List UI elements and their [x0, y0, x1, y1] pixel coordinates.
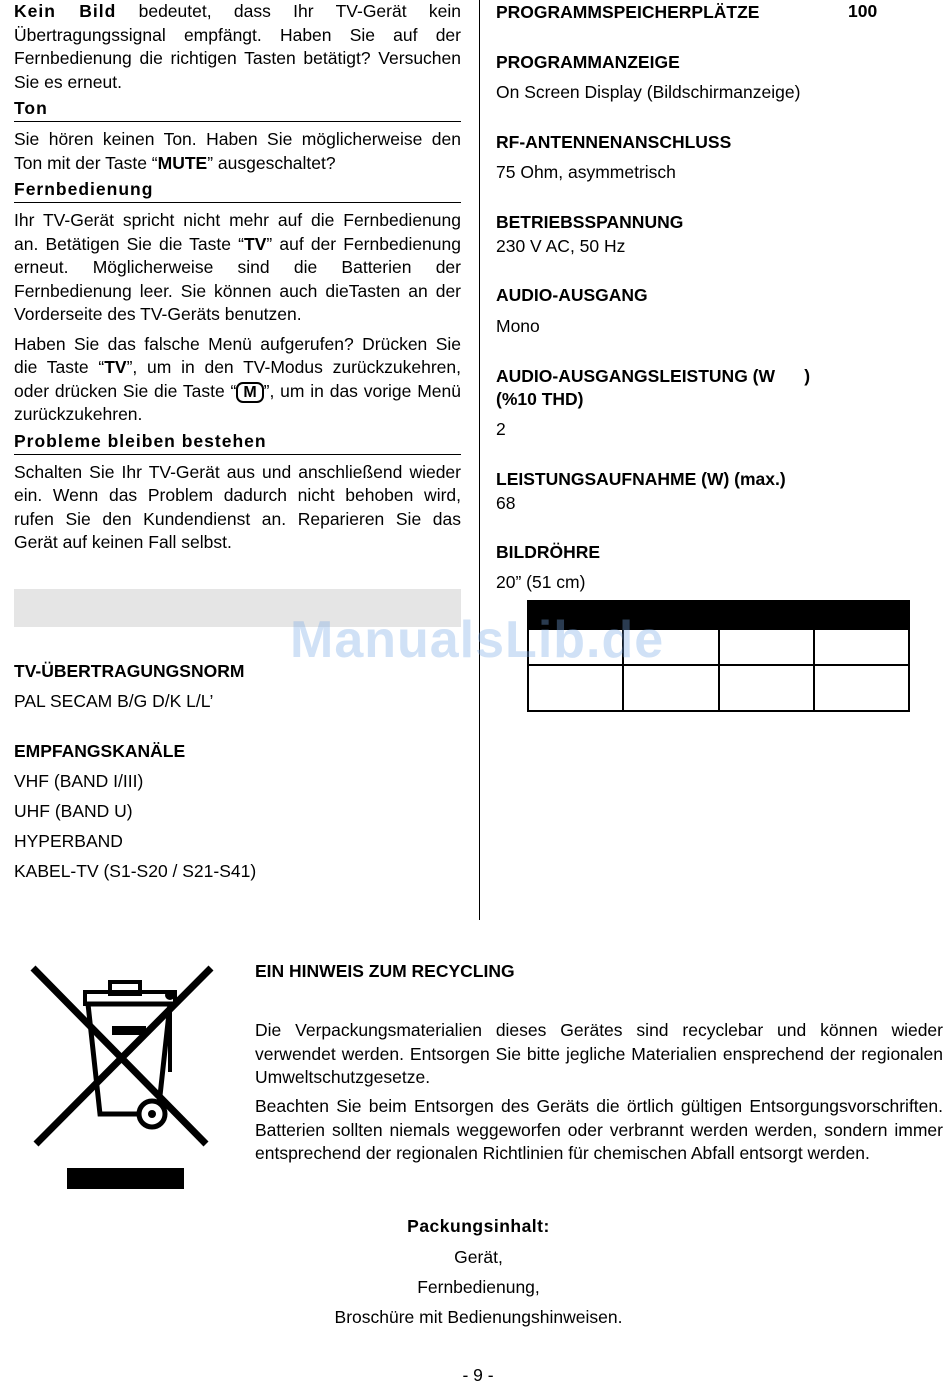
- section-heading-fernbedienung: Fernbedienung: [14, 177, 461, 203]
- spec-value-kabel: KABEL-TV (S1-S20 / S21-S41): [14, 861, 257, 881]
- ton-text-before: Sie hören keinen Ton. Haben Sie möglicherweise den Ton mit der Taste “: [14, 129, 461, 173]
- spec-rf: [496, 131, 731, 184]
- menu-button-icon: [236, 382, 263, 403]
- spec-value-audio-ausgang: Mono: [496, 316, 540, 336]
- spec-value-programmspeicher: 100: [848, 1, 878, 21]
- table-cell: [814, 629, 909, 665]
- recycling-heading: EIN HINWEIS ZUM RECYCLING: [255, 961, 515, 981]
- spec-heading-audio-leistung-thd: (%10 THD): [496, 389, 584, 409]
- spec-heading-betriebsspannung: BETRIEBSSPANNUNG: [496, 212, 684, 232]
- spec-betriebsspannung: [496, 211, 683, 258]
- probleme-paragraph: Schalten Sie Ihr TV-Gerät aus und anschließend wieder ein. Wenn das Problem dadurch nicht behoben wird, rufen Sie den Kundendienst an. Reparieren Sie das Gerät auf keinen Fall selbst.: [14, 461, 461, 552]
- package-item: Broschüre mit Bedienungshinweisen.: [334, 1307, 623, 1327]
- spec-value-programmanzeige: On Screen Display (Bildschirmanzeige): [496, 82, 801, 102]
- ton-paragraph: [14, 128, 461, 175]
- left-column: [14, 0, 461, 555]
- spec-value-bildroehre: 20” (51 cm): [496, 572, 586, 592]
- spec-value-leistungsaufnahme: 68: [496, 493, 516, 513]
- programmspeicher-row: [496, 1, 886, 24]
- intro-text: bedeutet, dass Ihr TV-Gerät kein Übertragungssignal empfängt. Haben Sie auf der Fernbedienung die richtigen Tasten betätigt? Versuchen Sie es erneut.: [14, 1, 461, 92]
- spec-audio-leistung: [496, 365, 810, 441]
- spec-heading-kanaele: EMPFANGSKANÄLE: [14, 741, 186, 761]
- column-divider: [479, 0, 480, 920]
- spec-value-rf: 75 Ohm, asymmetrisch: [496, 162, 676, 182]
- spec-value-vhf: VHF (BAND I/III): [14, 771, 144, 791]
- spec-programmanzeige: [496, 51, 800, 104]
- recycling-paragraph-1: Die Verpackungsmaterialien dieses Gerätes sind recyclebar und können wieder verwendet werden. Entsorgen Sie bitte jegliche Materialien ensprechend der regionalen Umweltschutzgesetze.: [255, 1020, 943, 1087]
- package-contents: [255, 1215, 702, 1329]
- left-specs: [14, 660, 461, 883]
- fernbedienung-paragraph-1: [14, 209, 461, 327]
- fb-p1-after: ” auf der Fernbedienung erneut. Möglicherweise sind die Batterien der Fernbedienung leer. Sie können auch dieTasten an der Vorderseite des TV-Geräts benutzen.: [14, 233, 461, 324]
- spec-value-uhf: UHF (BAND U): [14, 801, 133, 821]
- watermark: ManualsLib.de: [290, 611, 665, 669]
- page-number: - 9 -: [462, 1365, 494, 1385]
- fb-p2-after: ”, um in das vorige Menü zurückzukehren.: [14, 380, 461, 424]
- menu-button-label: M: [243, 383, 257, 401]
- ton-text-after: ” ausgeschaltet?: [207, 152, 336, 173]
- table-cell: [528, 665, 623, 711]
- spec-bildroehre: [496, 541, 600, 594]
- spec-value-hyperband: HYPERBAND: [14, 831, 123, 851]
- section-heading-ton: Ton: [14, 96, 461, 122]
- section-heading-probleme: Probleme bleiben bestehen: [14, 429, 461, 455]
- package-item: Fernbedienung,: [417, 1277, 540, 1297]
- table-cell: [623, 665, 718, 711]
- package-item: Gerät,: [454, 1247, 503, 1267]
- spec-heading-audio-leistung: AUDIO-AUSGANGSLEISTUNG (W ): [496, 366, 811, 386]
- recycling-paragraph-2: Beachten Sie beim Entsorgen des Geräts die örtlich gültigen Entsorgungsvorschriften. Batterien sollten niemals weggeworfen oder verbrannt werden werden, sondern immer entsprechend der regionalen Richtlinien für chemischen Abfall entsorgt werden.: [255, 1096, 943, 1163]
- table-cell: [814, 665, 909, 711]
- spec-heading-audio-ausgang: AUDIO-AUSGANG: [496, 285, 648, 305]
- intro-paragraph: [14, 0, 461, 94]
- mute-key-label: MUTE: [157, 152, 208, 173]
- table-cell: [719, 665, 814, 711]
- spec-value-audio-leistung: 2: [496, 419, 506, 439]
- spec-leistungsaufnahme: [496, 468, 786, 515]
- spec-audio-ausgang: [496, 284, 648, 338]
- table-cell: [719, 629, 814, 665]
- spec-heading-bildroehre: BILDRÖHRE: [496, 542, 601, 562]
- fb-p2-before: Haben Sie das falsche Menü aufgerufen? Drücken Sie die Taste “: [14, 333, 461, 377]
- intro-bold-lead: Kein Bild: [14, 1, 117, 21]
- table-row: [528, 665, 909, 711]
- spec-heading-leistungsaufnahme: LEISTUNGSAUFNAHME (W) (max.): [496, 469, 786, 489]
- crossed-out-wheelie-bin-icon: [30, 962, 215, 1192]
- spec-value-betriebsspannung: 230 V AC, 50 Hz: [496, 236, 626, 256]
- spec-heading-programmspeicher: PROGRAMMSPEICHERPLÄTZE: [496, 2, 760, 22]
- package-heading: Packungsinhalt:: [407, 1216, 550, 1236]
- spec-heading-programmanzeige: PROGRAMMANZEIGE: [496, 52, 680, 72]
- fb-p2-mid: ”, um in den TV-Modus zurückzukehren, oder drücken Sie die Taste “: [14, 357, 461, 401]
- tv-key-label: TV: [244, 233, 267, 254]
- spec-heading-norm: TV-ÜBERTRAGUNGSNORM: [14, 661, 245, 681]
- spec-value-norm: PAL SECAM B/G D/K L/L’: [14, 691, 214, 711]
- fb-p1-before: Ihr TV-Gerät spricht nicht mehr auf die Fernbedienung an. Betätigen Sie die Taste “: [14, 210, 461, 254]
- fernbedienung-paragraph-2: [14, 333, 461, 427]
- spec-heading-rf: RF-ANTENNENANSCHLUSS: [496, 132, 732, 152]
- tv-key-label-2: TV: [104, 357, 127, 377]
